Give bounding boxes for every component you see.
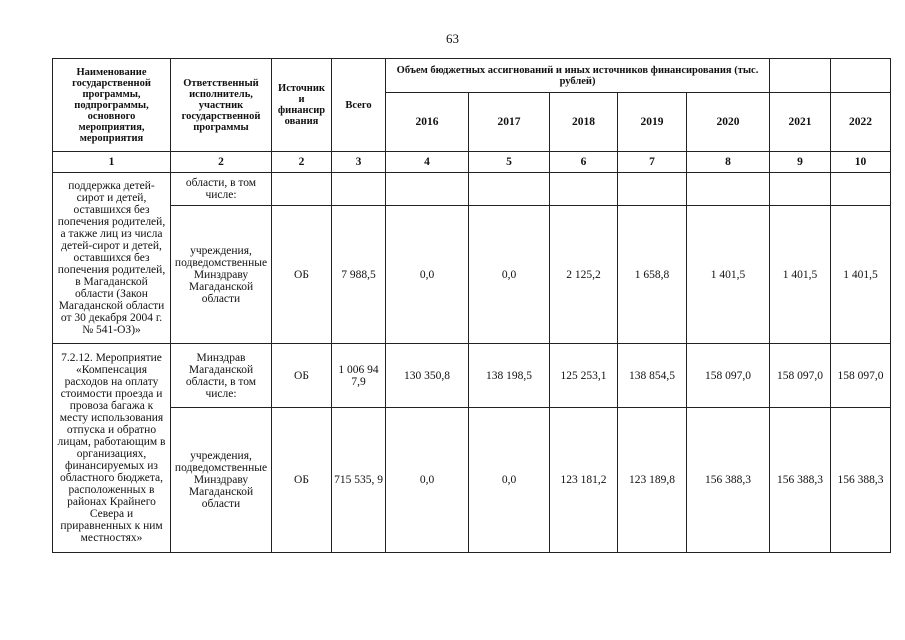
value-cell: 158 097,0 — [687, 344, 770, 408]
source-cell — [272, 173, 332, 206]
activity-name-cell: 7.2.12. Мероприятие «Компенсация расходов на оплату стоимости проезда и провоза багажа к месту использования отпуска и обратно лицам, работающим в организациях, финансируемых из областного бюджета, расположенных в районах Крайнего Севера и приравненных к ним местностях» — [53, 344, 171, 553]
value-cell: 123 181,2 — [550, 408, 618, 553]
value-cell: 1 401,5 — [687, 206, 770, 344]
value-cell: 1 401,5 — [770, 206, 831, 344]
header-year-2021: 2021 — [770, 93, 831, 152]
value-cell: 125 253,1 — [550, 344, 618, 408]
value-cell: 2 125,2 — [550, 206, 618, 344]
value-cell: 0,0 — [386, 206, 469, 344]
value-cell: 138 854,5 — [618, 344, 687, 408]
column-index: 2 — [272, 152, 332, 173]
header-year-2020: 2020 — [687, 93, 770, 152]
column-index-row — [53, 152, 891, 173]
total-cell: 1 006 94 7,9 — [332, 344, 386, 408]
header-total: Всего — [332, 59, 386, 152]
header-year-2019: 2019 — [618, 93, 687, 152]
source-cell: ОБ — [272, 344, 332, 408]
page-number: 63 — [446, 31, 459, 46]
header-blank-1 — [770, 59, 831, 93]
value-cell: 138 198,5 — [469, 344, 550, 408]
value-cell — [687, 173, 770, 206]
header-blank-2 — [831, 59, 891, 93]
value-cell — [386, 173, 469, 206]
value-cell: 156 388,3 — [770, 408, 831, 553]
column-index: 9 — [770, 152, 831, 173]
total-cell: 715 535, 9 — [332, 408, 386, 553]
value-cell: 1 658,8 — [618, 206, 687, 344]
executor-cell: области, в том числе: — [171, 173, 272, 206]
table-row — [53, 206, 891, 344]
value-cell — [770, 173, 831, 206]
value-cell: 0,0 — [386, 408, 469, 553]
value-cell: 158 097,0 — [831, 344, 891, 408]
table-row — [53, 344, 891, 408]
header-year-2016: 2016 — [386, 93, 469, 152]
executor-cell: учреждения, подведомственные Минздраву Магаданской области — [171, 408, 272, 553]
table-row — [53, 173, 891, 206]
total-cell — [332, 173, 386, 206]
value-cell — [469, 173, 550, 206]
value-cell: 0,0 — [469, 206, 550, 344]
value-cell — [831, 173, 891, 206]
column-index: 1 — [53, 152, 171, 173]
source-cell: ОБ — [272, 408, 332, 553]
column-index: 5 — [469, 152, 550, 173]
header-source: Источник и финансир ования — [272, 59, 332, 152]
total-cell: 7 988,5 — [332, 206, 386, 344]
header-volume: Объем бюджетных ассигнований и иных источников финансирования (тыс. рублей) — [386, 59, 770, 93]
column-index: 10 — [831, 152, 891, 173]
column-index: 8 — [687, 152, 770, 173]
header-year-2017: 2017 — [469, 93, 550, 152]
column-index: 2 — [171, 152, 272, 173]
header-executor: Ответственный исполнитель, участник государственной программы — [171, 59, 272, 152]
value-cell: 1 401,5 — [831, 206, 891, 344]
column-index: 7 — [618, 152, 687, 173]
value-cell: 123 189,8 — [618, 408, 687, 553]
header-year-2022: 2022 — [831, 93, 891, 152]
budget-table — [52, 58, 891, 553]
value-cell — [618, 173, 687, 206]
column-index: 3 — [332, 152, 386, 173]
value-cell: 156 388,3 — [687, 408, 770, 553]
value-cell: 158 097,0 — [770, 344, 831, 408]
executor-cell: учреждения, подведомственные Минздраву Магаданской области — [171, 206, 272, 344]
header-name: Наименование государственной программы, подпрограммы, основного мероприятия, мероприятия — [53, 59, 171, 152]
value-cell: 0,0 — [469, 408, 550, 553]
column-index: 4 — [386, 152, 469, 173]
value-cell: 130 350,8 — [386, 344, 469, 408]
activity-name-cell: поддержка детей-сирот и детей, оставшихся без попечения родителей, а также лиц из числа детей-сирот и детей, оставшихся без попечения родителей, в Магаданской области (Закон Магаданской области от 30 декабря 2004 г. № 541-ОЗ)» — [53, 173, 171, 344]
source-cell: ОБ — [272, 206, 332, 344]
column-index: 6 — [550, 152, 618, 173]
table-row — [53, 408, 891, 553]
header-year-2018: 2018 — [550, 93, 618, 152]
value-cell — [550, 173, 618, 206]
value-cell: 156 388,3 — [831, 408, 891, 553]
executor-cell: Минздрав Магаданской области, в том числе: — [171, 344, 272, 408]
